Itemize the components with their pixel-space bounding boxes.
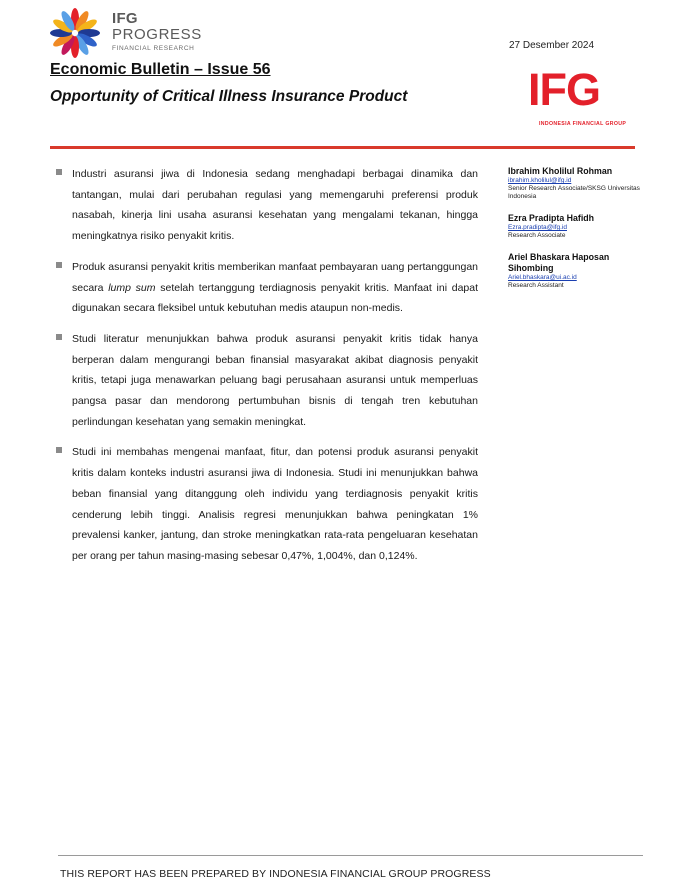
square-bullet-icon [56, 169, 62, 175]
radial-petal-logo-icon [48, 6, 108, 58]
logo-line-progress: PROGRESS [112, 26, 202, 43]
bullet-item [56, 164, 478, 247]
report-title: Opportunity of Critical Illness Insurance Product [50, 88, 408, 105]
bullet-text: Studi literatur menunjukkan bahwa produk asuransi penyakit kritis tidak hanya berperan dalam mengurangi beban finansial masyarakat akibat diagnosis penyakit kritis, tetapi juga menawarkan peluang bagi perusahaan asuransi untuk memperluas pangsa pasar dan mendorong pertumbuhan bisnis di tengah tren kebutuhan perlindungan kesehatan yang semakin meningkat. [72, 332, 478, 428]
summary-bullets [56, 164, 478, 577]
square-bullet-icon [56, 447, 62, 453]
footer-divider [58, 855, 643, 856]
bullet-item [56, 329, 478, 433]
bullet-text-before: Produk asuransi penyakit kritis memberikan manfaat pembayaran uang pertanggungan secara [72, 260, 478, 294]
author-name: Ezra Pradipta Hafidh [508, 213, 595, 223]
author-name: Ibrahim Kholilul Rohman [508, 166, 613, 176]
author-email-link[interactable]: Ariel.bhaskara@ui.ac.id [508, 274, 577, 281]
ifg-progress-logo [48, 6, 208, 58]
author-role: Senior Research Associate/SKSG Universitas Indonesia [508, 185, 640, 200]
logo-line-ifg: IFG [112, 10, 138, 27]
ifg-subtitle: INDONESIA FINANCIAL GROUP [539, 121, 627, 127]
author-entry [508, 252, 648, 290]
ifg-logo [528, 64, 632, 130]
logo-line-financial-research: FINANCIAL RESEARCH [112, 45, 195, 52]
bullet-item [56, 442, 478, 566]
bulletin-title: Economic Bulletin – Issue 56 [50, 61, 271, 78]
author-list [508, 166, 648, 302]
bullet-text-italic: lump sum [108, 281, 156, 294]
ifg-wordmark: IFG [528, 64, 600, 115]
header-divider [50, 146, 635, 149]
publication-date: 27 Desember 2024 [509, 40, 595, 51]
square-bullet-icon [56, 334, 62, 340]
author-name: Ariel Bhaskara Haposan Sihombing [508, 252, 610, 273]
author-entry [508, 166, 648, 201]
bullet-text: Studi ini membahas mengenai manfaat, fitur, dan potensi produk asuransi penyakit kritis dalam konteks industri asuransi jiwa di Indonesia. Studi ini menunjukkan bahwa beban finansial yang ditanggung oleh individu yang terdiagnosis penyakit kritis cenderung lebih tinggi. Analisis regresi menunjukkan bahwa peningkatan 1% prevalensi kanker, jantung, dan stroke meningkatkan rata-rata pengeluaran kesehatan per orang per tahun masing-masing sebesar 0,47%, 1,004%, dan 0,124%. [72, 446, 478, 562]
author-role: Research Assistant [508, 282, 564, 289]
footer-disclaimer: THIS REPORT HAS BEEN PREPARED BY INDONESIA FINANCIAL GROUP PROGRESS [60, 868, 491, 880]
bullet-text [72, 257, 478, 319]
author-email-link[interactable]: Ezra.pradipta@ifg.id [508, 224, 567, 231]
author-role: Research Associate [508, 232, 566, 239]
bullet-text: Industri asuransi jiwa di Indonesia sedang menghadapi berbagai dinamika dan tantangan, mulai dari perubahan regulasi yang memengaruhi preferensi produk nasabah, kinerja lini usaha asuransi kesehatan yang mengalami tekanan, hingga meningkatnya risiko penyakit kritis. [72, 168, 478, 243]
square-bullet-icon [56, 262, 62, 268]
author-entry [508, 213, 648, 240]
author-email-link[interactable]: ibrahim.kholilul@ifg.id [508, 177, 572, 184]
bullet-text-after: setelah tertanggung terdiagnosis penyakit kritis. Manfaat ini dapat digunakan secara fleksibel untuk kebutuhan medis ataupun non-medis. [72, 281, 479, 315]
bullet-item [56, 257, 478, 319]
